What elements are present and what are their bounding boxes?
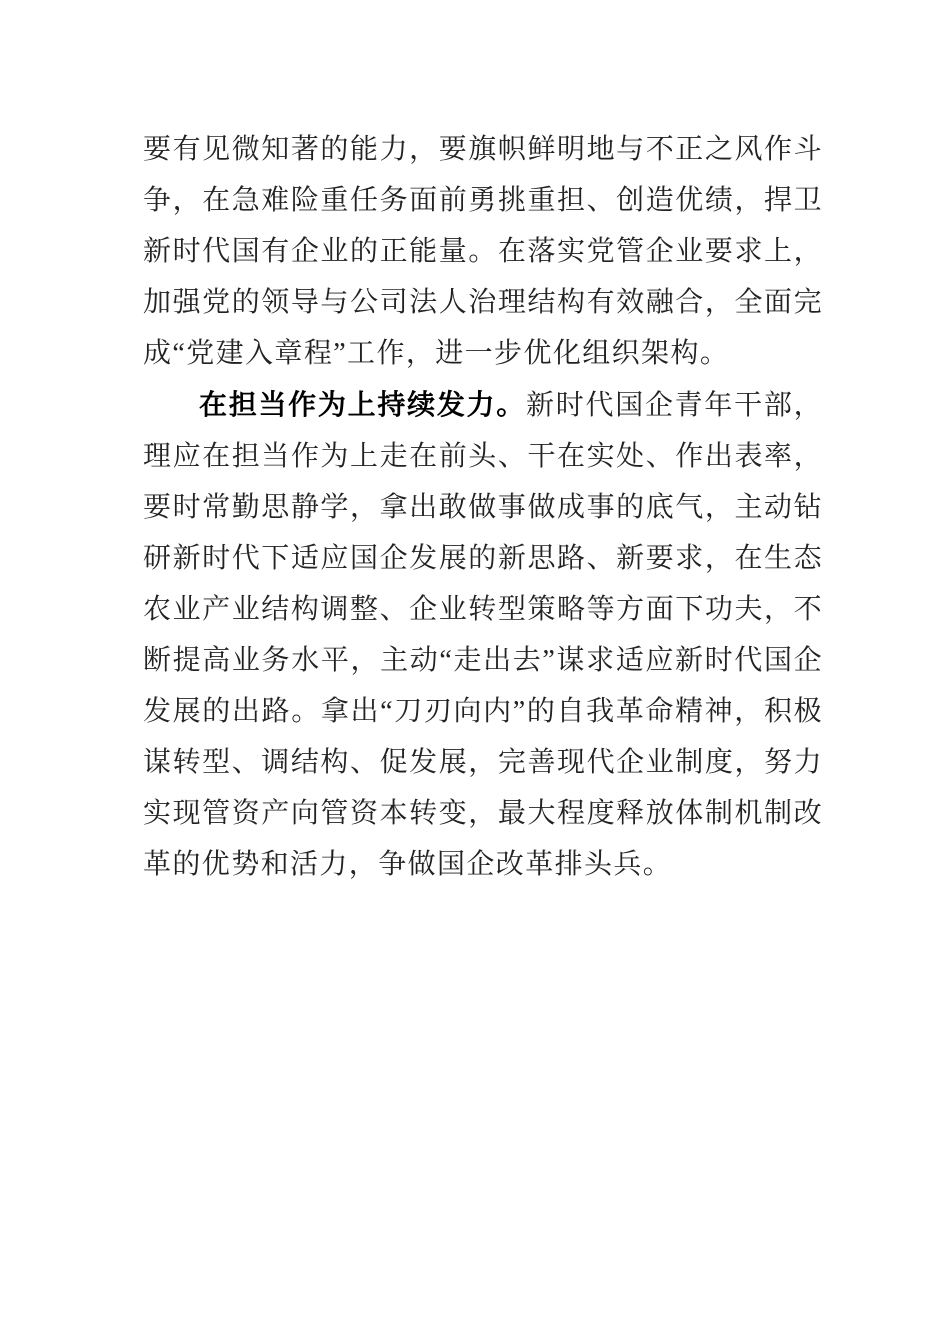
paragraph [143,379,823,890]
bold-text-run: 在担当作为上持续发力。 [199,389,527,420]
paragraph [143,124,823,379]
text-run: 要有见微知著的能力，要旗帜鲜明地与不正之风作斗争，在急难险重任务面前勇挑重担、创造优绩，捍卫新时代国有企业的正能量。在落实党管企业要求上，加强党的领导与公司法人治理结构有效融合，全面完成“党建入章程”工作，进一步优化组织架构。 [143,134,823,369]
document-body [143,124,823,890]
text-run: 新时代国企青年干部，理应在担当作为上走在前头、干在实处、作出表率，要时常勤思静学，拿出敢做事做成事的底气，主动钻研新时代下适应国企发展的新思路、新要求，在生态农业产业结构调整、企业转型策略等方面下功夫，不断提高业务水平，主动“走出去”谋求适应新时代国企发展的出路。拿出“刀刃向内”的自我革命精神，积极谋转型、调结构、促发展，完善现代企业制度，努力实现管资产向管资本转变，最大程度释放体制机制改革的优势和活力，争做国企改革排头兵。 [143,390,823,880]
